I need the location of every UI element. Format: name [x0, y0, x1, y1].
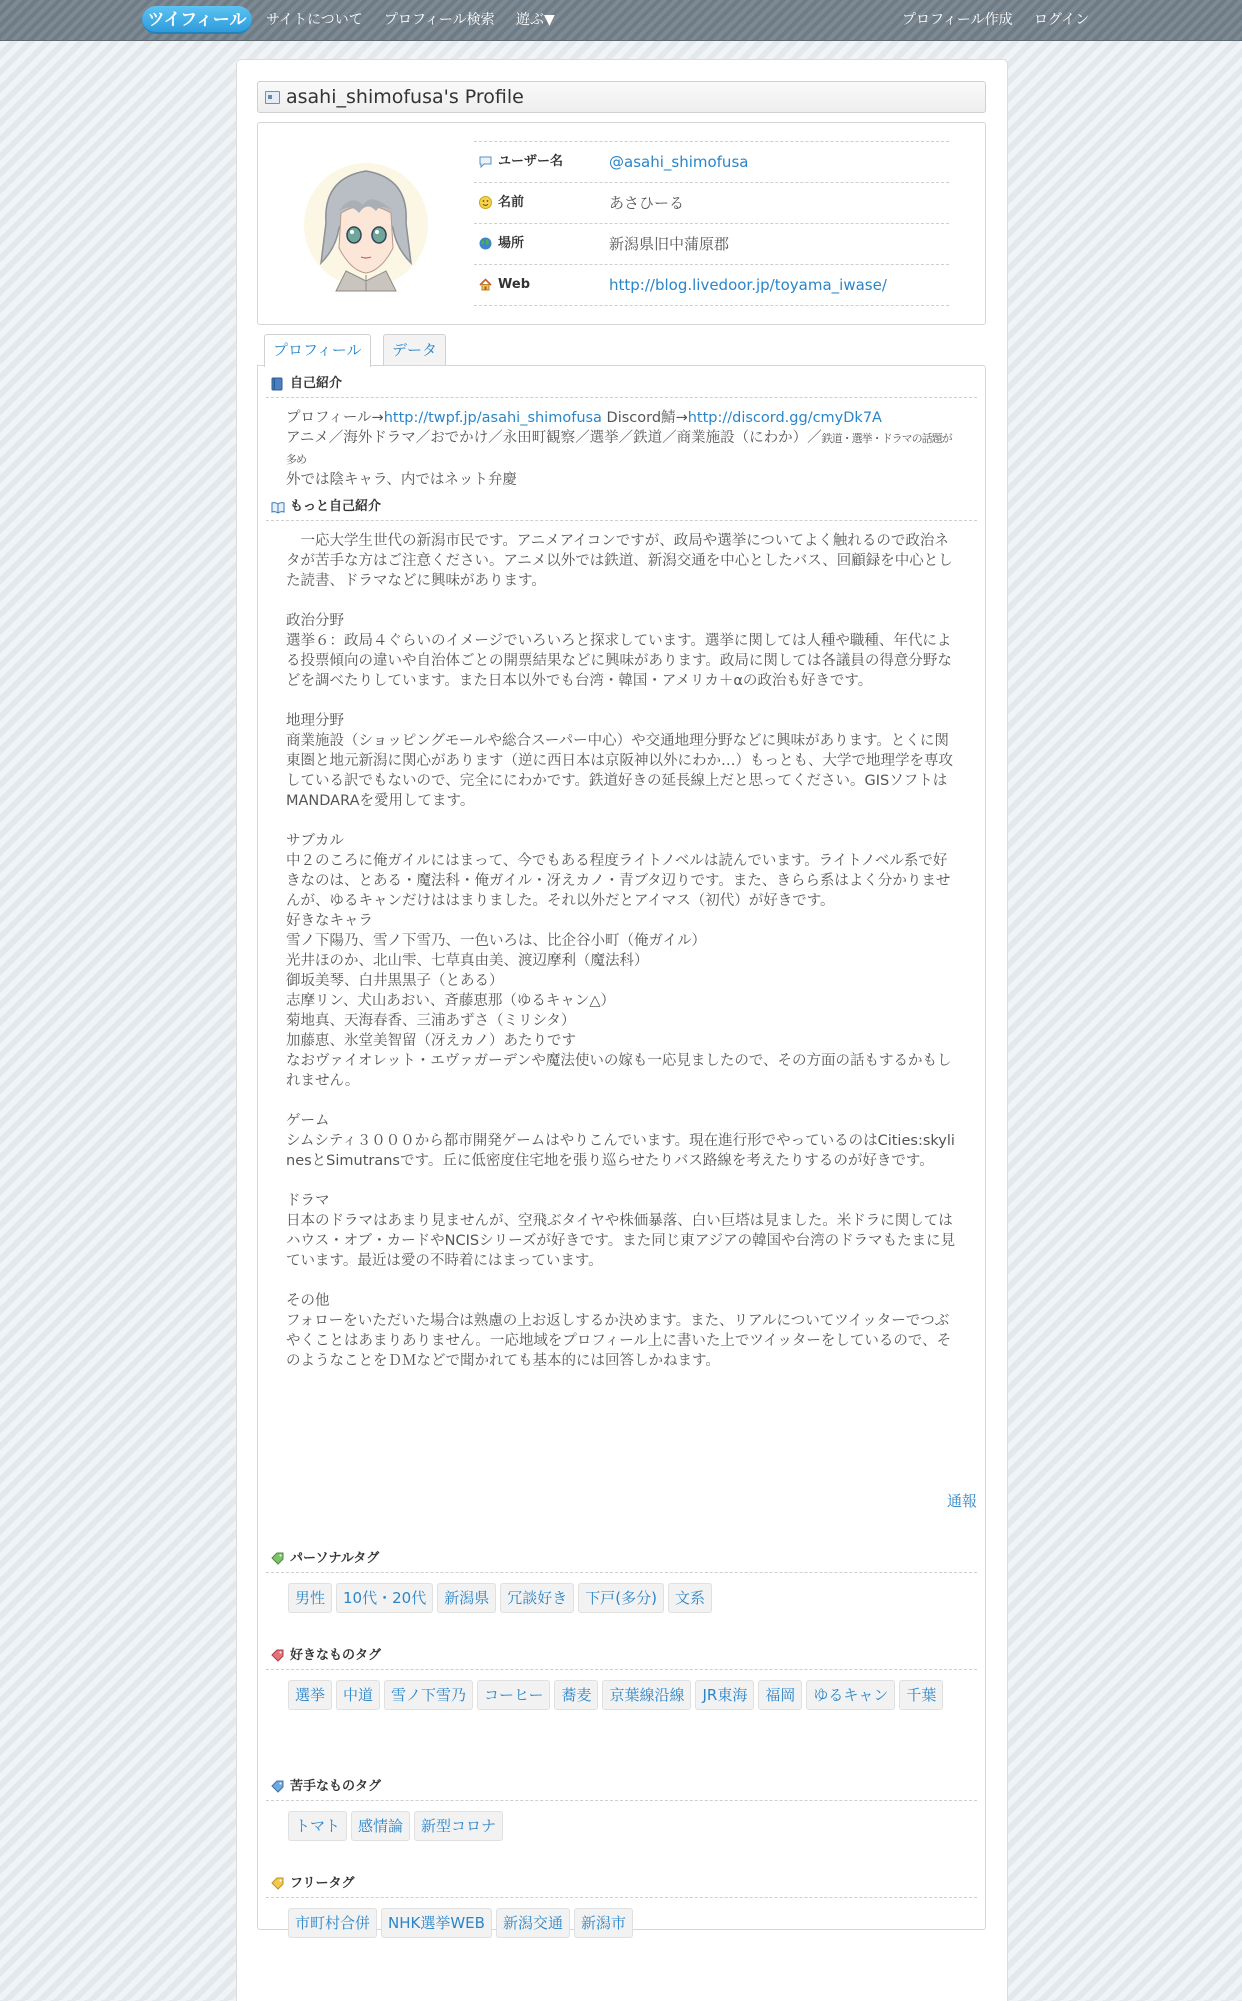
liked-tag[interactable]: 京葉線沿線: [602, 1680, 691, 1710]
home-icon: [479, 278, 492, 291]
liked-tag[interactable]: コーヒー: [477, 1680, 550, 1710]
web-label: Web: [498, 277, 530, 292]
location-label: 場所: [498, 236, 525, 251]
free-tag-list: [288, 1908, 968, 1946]
username-label: ユーザー名: [498, 154, 564, 169]
top-navigation-bar: [0, 0, 1242, 41]
tag-red-icon: [271, 1649, 285, 1663]
free-tag[interactable]: 市町村合併: [288, 1908, 377, 1938]
profile-page: [236, 59, 1008, 2001]
disliked-tag[interactable]: 感情論: [351, 1811, 410, 1841]
free-tags-heading: フリータグ: [290, 1876, 355, 1891]
globe-icon: [479, 237, 492, 250]
free-tag[interactable]: 新潟市: [574, 1908, 633, 1938]
discord-label: Discord鯖→: [601, 410, 688, 426]
info-row-username: [474, 141, 949, 182]
personal-tag[interactable]: 下戸(多分): [578, 1583, 664, 1613]
liked-tags-header: [266, 1641, 977, 1670]
speech-bubble-icon: [479, 155, 492, 168]
discord-link[interactable]: http://discord.gg/cmyDk7A: [687, 410, 882, 426]
tab-data[interactable]: データ: [383, 334, 446, 366]
nav-play-menu[interactable]: 遊ぶ▼: [516, 12, 555, 28]
personal-tag[interactable]: 男性: [288, 1583, 332, 1613]
smiley-icon: [479, 196, 492, 209]
twpf-link[interactable]: http://twpf.jp/asahi_shimofusa: [383, 410, 602, 426]
disliked-tag[interactable]: 新型コロナ: [414, 1811, 503, 1841]
liked-tag[interactable]: 福岡: [758, 1680, 802, 1710]
username-link[interactable]: @asahi_shimofusa: [609, 153, 749, 171]
liked-tag[interactable]: 選挙: [288, 1680, 332, 1710]
liked-tags-heading: 好きなものタグ: [290, 1648, 382, 1663]
more-intro-header: [266, 492, 977, 521]
personal-tag[interactable]: 文系: [668, 1583, 712, 1613]
nav-create-profile[interactable]: プロフィール作成: [902, 12, 1013, 28]
page-title: asahi_shimofusa's Profile: [286, 86, 524, 108]
personal-tag[interactable]: 新潟県: [437, 1583, 496, 1613]
profile-title-bar: [257, 81, 986, 113]
notebook-icon: [271, 377, 283, 391]
nav-profile-search[interactable]: プロフィール検索: [384, 12, 495, 28]
nav-login[interactable]: ログイン: [1034, 12, 1090, 28]
free-tag[interactable]: 新潟交通: [496, 1908, 570, 1938]
self-intro-text: [286, 408, 956, 490]
liked-tag[interactable]: JR東海: [695, 1680, 754, 1710]
liked-tag[interactable]: 千葉: [899, 1680, 943, 1710]
report-link[interactable]: 通報: [946, 1492, 977, 1510]
info-row-location: [474, 223, 949, 264]
disliked-tags-header: [266, 1772, 977, 1801]
more-intro-heading: もっと自己紹介: [290, 499, 382, 514]
profile-summary: [257, 122, 986, 325]
liked-tag-list: [288, 1680, 968, 1718]
self-intro-heading: 自己紹介: [290, 376, 343, 391]
profile-content: [257, 365, 986, 1930]
tag-blue-icon: [271, 1780, 285, 1794]
web-link[interactable]: http://blog.livedoor.jp/toyama_iwase/: [609, 276, 887, 294]
tag-green-icon: [271, 1552, 285, 1566]
nav-about[interactable]: サイトについて: [266, 12, 363, 28]
free-tags-header: [266, 1869, 977, 1898]
self-intro-prefix: プロフィール→: [286, 410, 384, 426]
info-row-web: [474, 264, 949, 306]
info-row-name: [474, 182, 949, 223]
personal-tag[interactable]: 10代・20代: [336, 1583, 433, 1613]
site-logo[interactable]: ツイフィール: [142, 6, 252, 34]
name-value: あさひーる: [609, 194, 685, 212]
open-book-icon: [271, 500, 285, 514]
location-value: 新潟県旧中蒲原郡: [609, 235, 730, 253]
personal-tags-header: [266, 1544, 977, 1573]
more-intro-text: 一応大学生世代の新潟市民です。アニメアイコンですが、政局や選挙についてよく触れるので政治ネタが苦手な方はご注意ください。アニメ以外では鉄道、新潟交通を中心としたバス、回顧録を中心とした読書、ドラマなどに興味があります。 政治分野 選挙６：政局４ぐらいのイメージでいろいろと探求しています。選挙に関しては人種や職種、年代による投票傾向の違いや自治体ごとの開票結果などに興味があります。政局に関しては各議員の得意分野などを調べたりしています。また日本以外でも台湾・韓国・アメリカ＋αの政治も好きです。 地理分野 商業施設（ショッピングモールや総合スーパー中心）や交通地理分野などに興味があります。とくに関東圏と地元新潟に関心があります（逆に西日本は京阪神以外にわか…）もっとも、大学で地理学を専攻している訳でもないので、完全ににわかです。鉄道好きの延長線上だと思ってください。GISソフトはMANDARAを愛用してます。 サブカル 中２のころに俺ガイルにはまって、今でもある程度ライトノベルは読んでいます。ライトノベル系で好きなのは、とある・魔法科・俺ガイル・冴えカノ・青ブタ辺りです。また、きらら系はよく分かりませんが、ゆるキャンだけははまりました。それ以外だとアイマス（初代）が好きです。 好きなキャラ 雪ノ下陽乃、雪ノ下雪乃、一色いろは、比企谷小町（俺ガイル） 光井ほのか、北山雫、七草真由美、渡辺摩利（魔法科） 御坂美琴、白井黒黒子（とある） 志摩リン、犬山あおい、斉藤恵那（ゆるキャン△） 菊地真、天海春香、三浦あずさ（ミリシタ） 加藤恵、氷堂美智留（冴えカノ）あたりです なおヴァイオレット・エヴァガーデンや魔法使いの嫁も一応見ましたので、その方面の話もするかもしれません。 ゲーム シムシティ３０００から都市開発ゲームはやりこんでいます。現在進行形でやっているのはCities:skylinesとSimutransです。丘に低密度住宅地を張り巡らせたりバス路線を考えたりするのが好きです。 ドラマ 日本のドラマはあまり見ませんが、空飛ぶタイヤや株価暴落、白い巨塔は見ました。米ドラに関してはハウス・オブ・カードやNCISシリーズが好きです。また同じ東アジアの韓国や台湾のドラマもたまに見ています。最近は愛の不時着にはまっています。 その他 フォローをいただいた場合は熟慮の上お返しするか決めます。また、リアルについてツイッターでつぶやくことはあまりありません。一応地域をプロフィール上に書いた上でツイッターをしているので、そのようなことをＤＭなどで聞かれても基本的には回答しかねます。: [286, 533, 956, 1369]
tab-profile[interactable]: プロフィール: [264, 334, 371, 367]
self-intro-character: 外では陰キャラ、内ではネット弁慶: [286, 472, 517, 488]
liked-tag[interactable]: 中道: [336, 1680, 380, 1710]
personal-tags-heading: パーソナルタグ: [290, 1551, 380, 1566]
id-card-icon: [265, 91, 280, 104]
name-label: 名前: [498, 195, 525, 210]
liked-tag[interactable]: ゆるキャン: [806, 1680, 895, 1710]
avatar[interactable]: [301, 153, 431, 293]
self-intro-small-note: 鉄道・選挙・ドラマの話題が多め: [286, 432, 952, 466]
disliked-tag-list: [288, 1811, 968, 1849]
self-intro-header: [266, 369, 977, 398]
tag-yellow-icon: [271, 1877, 285, 1891]
personal-tag-list: [288, 1583, 968, 1621]
self-intro-interests: アニメ／海外ドラマ／おでかけ／永田町観察／選挙／鉄道／商業施設（にわか）／: [286, 430, 822, 446]
disliked-tags-heading: 苦手なものタグ: [290, 1779, 382, 1794]
disliked-tag[interactable]: トマト: [288, 1811, 347, 1841]
free-tag[interactable]: NHK選挙WEB: [381, 1908, 492, 1938]
personal-tag[interactable]: 冗談好き: [500, 1583, 574, 1613]
liked-tag[interactable]: 雪ノ下雪乃: [384, 1680, 473, 1710]
liked-tag[interactable]: 蕎麦: [554, 1680, 598, 1710]
